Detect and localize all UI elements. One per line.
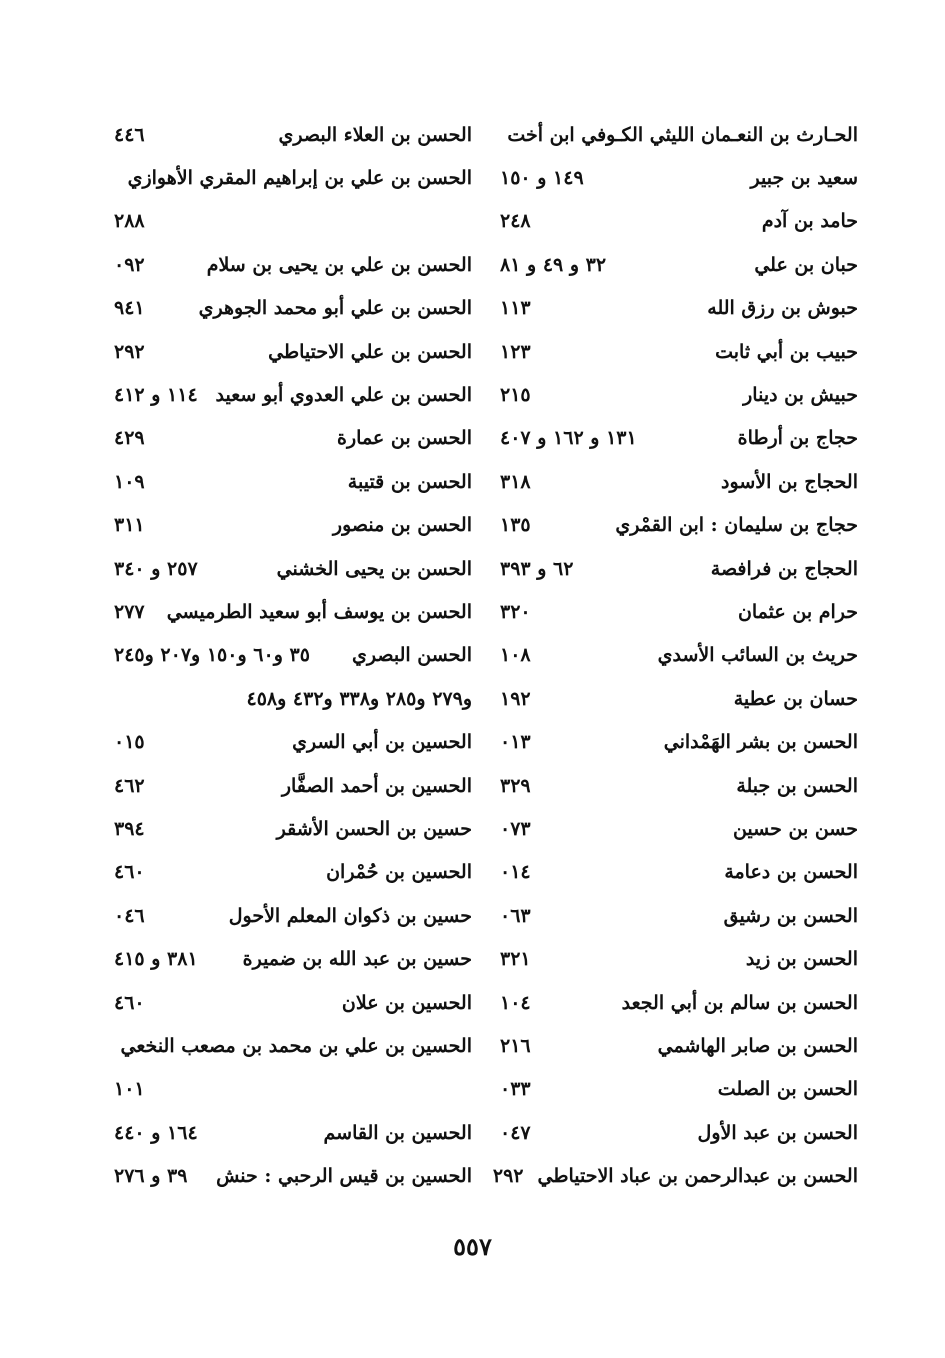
index-entry <box>114 764 472 807</box>
index-entry <box>500 547 858 590</box>
entry-name: حجاج بن سليمان : ابن القمْري <box>615 514 858 537</box>
entry-name: الحسن بن علي الاحتياطي <box>268 340 472 363</box>
entry-pages: ٤٦٢ <box>114 774 145 797</box>
entry-name: حسين بن عبد الله بن ضميرة <box>242 948 472 971</box>
entry-name: الحسن بن رشيق <box>723 904 858 927</box>
entry-pages: ١٠٤ <box>500 991 531 1014</box>
index-entry <box>114 894 472 937</box>
index-entry <box>500 590 858 633</box>
entry-pages: ٢١٥ <box>500 384 531 407</box>
index-entry <box>500 1111 858 1154</box>
entry-pages: ٠٤٧ <box>500 1121 531 1144</box>
entry-name: الحسين بن أبي السري <box>292 731 472 754</box>
entry-pages: ٤٤٦ <box>114 123 145 146</box>
entry-name: الحسن بن يحيى الخشني <box>276 557 472 580</box>
entry-name: الحـارث بن النعـمان الليثي الكـوفي ابن أخت <box>507 123 858 146</box>
index-entry <box>500 937 858 980</box>
entry-name: الحسن بن علي أبو محمد الجوهري <box>198 297 472 320</box>
index-entry <box>114 417 472 460</box>
entry-pages: ٠١٤ <box>500 861 531 884</box>
index-entry <box>500 504 858 547</box>
index-entry <box>500 243 858 286</box>
entry-name: حبيش بن دينار <box>743 384 858 407</box>
index-entry <box>500 634 858 677</box>
index-entry <box>114 720 472 763</box>
entry-name: الحسين بن أحمد الصفَّار <box>281 774 472 797</box>
index-entry <box>500 894 858 937</box>
entry-name: و٢٧٩ و٢٨٥ و٣٣٨ و٤٣٢ و٤٥٨ <box>246 687 472 710</box>
entry-pages: ٠٣٣ <box>500 1078 531 1101</box>
entry-name: الحسن بن دعامة <box>724 861 858 884</box>
entry-name: الحسن بن منصور <box>332 514 472 537</box>
entry-pages: ١٢٣ <box>500 340 531 363</box>
index-entry <box>500 156 858 199</box>
entry-pages: ٣٢ و ٤٩ و ٨١ <box>500 253 607 276</box>
index-entry <box>500 764 858 807</box>
entry-name: حامد بن آدم <box>761 210 858 233</box>
index-entry <box>114 590 472 633</box>
entry-name: الحجاج بن الأسود <box>721 470 858 493</box>
index-entry <box>114 113 472 156</box>
entry-name: الحسن بن علي بن إبراهيم المقري الأهوازي <box>127 167 472 190</box>
entry-pages: ٢٩٢ <box>114 340 145 363</box>
entry-name: الحسن بن علي بن يحيى بن سلام <box>206 253 472 276</box>
index-entry <box>114 677 472 720</box>
entry-name: حسين بن الحسن الأشقر <box>276 817 472 840</box>
entry-pages: ٣٥ و٦٠ و١٥٠ و٢٠٧ و٢٤٥ <box>114 644 310 667</box>
index-entry <box>500 373 858 416</box>
index-entry <box>500 200 858 243</box>
index-entry <box>500 460 858 503</box>
index-entry <box>114 547 472 590</box>
entry-pages: ١١٣ <box>500 297 531 320</box>
entry-pages: ٣٢٠ <box>500 600 531 623</box>
entry-pages: ٠٩٢ <box>114 253 145 276</box>
entry-name: الحسين بن حُمْران <box>326 861 472 884</box>
entry-name: الحسن بن الصلت <box>717 1078 858 1101</box>
entry-pages: ١١٤ و ٤١٢ <box>114 384 198 407</box>
entry-pages: ١٩٢ <box>500 687 531 710</box>
entry-pages: ٩٤١ <box>114 297 145 320</box>
entry-pages: ٦٢ و ٣٩٣ <box>500 557 574 580</box>
index-entry <box>500 330 858 373</box>
index-entry <box>500 417 858 460</box>
entry-name: حجاج بن أرطاة <box>737 427 858 450</box>
entry-name: حسين بن ذكوان المعلم الأحول <box>228 904 472 927</box>
entry-pages: ٢٨٨ <box>114 210 145 233</box>
entry-name: حبيب بن أبي ثابت <box>715 340 858 363</box>
entry-pages: ٣٩٤ <box>114 817 145 840</box>
index-entry <box>114 460 472 503</box>
index-entry <box>500 677 858 720</box>
index-entry <box>114 634 472 677</box>
entry-pages: ٤٦٠ <box>114 861 145 884</box>
entry-pages: ١٠٨ <box>500 644 531 667</box>
entry-pages: ٠١٣ <box>500 731 531 754</box>
index-entry <box>114 1068 472 1111</box>
entry-name: الحسن بن زيد <box>745 948 858 971</box>
index-entry <box>114 807 472 850</box>
entry-name: الحسن بن جبلة <box>736 774 858 797</box>
entry-name: حرام بن عثمان <box>737 600 858 623</box>
entry-pages: ٣١١ <box>114 514 145 537</box>
entry-pages: ٣٢٩ <box>500 774 531 797</box>
index-entry <box>500 807 858 850</box>
entry-pages: ٣١٨ <box>500 470 531 493</box>
entry-name: حريث بن السائب الأسدي <box>657 644 858 667</box>
entry-pages: ١٣١ و ١٦٢ و ٤٠٧ <box>500 427 637 450</box>
entry-pages: ٣٨١ و ٤١٥ <box>114 948 198 971</box>
entry-name: حسن بن حسين <box>732 817 858 840</box>
entry-pages: ٢١٦ <box>500 1034 531 1057</box>
entry-name: الحسن بن عمارة <box>337 427 472 450</box>
index-entry <box>114 156 472 199</box>
entry-name: الحسن بن يوسف أبو سعيد الطرميسي <box>166 600 472 623</box>
index-entry <box>114 851 472 894</box>
entry-name: الحسن بن بشر الهَمْداني <box>663 731 858 754</box>
entry-pages: ٢٩٢ <box>492 1165 524 1188</box>
entry-name: الحسن البصري <box>352 644 472 667</box>
entry-pages: ١٣٥ <box>500 514 531 537</box>
entry-name: الحجاج بن فرافصة <box>710 557 858 580</box>
entry-name: حبوش بن رزق الله <box>707 297 858 320</box>
entry-name: الحسن بن سالم بن أبي الجعد <box>621 991 858 1014</box>
index-column-right <box>492 113 858 1198</box>
index-entry <box>114 330 472 373</box>
index-entry <box>500 113 858 156</box>
entry-pages: ٤٦٠ <box>114 991 145 1014</box>
index-entry <box>114 1024 472 1067</box>
entry-pages: ٤٢٩ <box>114 427 145 450</box>
page-number: ٥٥٧ <box>453 1232 492 1261</box>
entry-name: الحسن بن عبدالرحمن بن عباد الاحتياطي <box>537 1165 858 1188</box>
entry-name: الحسن بن صابر الهاشمي <box>657 1034 858 1057</box>
entry-pages: ٠٧٣ <box>500 817 531 840</box>
index-column-left <box>114 113 472 1198</box>
entry-pages: ٠١٥ <box>114 731 145 754</box>
index-entry <box>500 287 858 330</box>
index-entry <box>114 243 472 286</box>
index-entry <box>114 1154 472 1197</box>
index-entry <box>500 851 858 894</box>
entry-name: الحسين بن علي بن محمد بن مصعب النخعي <box>120 1034 472 1057</box>
index-entry <box>500 981 858 1024</box>
entry-name: حسان بن عطية <box>733 687 858 710</box>
index-entry <box>114 981 472 1024</box>
entry-name: حبان بن علي <box>754 253 858 276</box>
entry-name: سعيد بن جبير <box>750 167 858 190</box>
index-entry <box>114 1111 472 1154</box>
index-entry <box>114 504 472 547</box>
entry-name: الحسن بن عبد الأول <box>697 1121 858 1144</box>
entry-pages: ٣٢١ <box>500 948 531 971</box>
index-entry <box>492 1154 858 1197</box>
entry-pages: ٠٦٣ <box>500 904 531 927</box>
index-entry <box>114 373 472 416</box>
index-entry <box>114 200 472 243</box>
entry-name: الحسن بن علي العدوي أبو سعيد <box>215 384 472 407</box>
entry-pages: ١٠٩ <box>114 470 145 493</box>
entry-name: الحسين بن علان <box>341 991 472 1014</box>
entry-pages: ١٠١ <box>114 1078 145 1101</box>
entry-name: الحسن بن العلاء البصري <box>278 123 472 146</box>
index-entry <box>114 287 472 330</box>
entry-pages: ١٦٤ و ٤٤٠ <box>114 1121 198 1144</box>
entry-pages: ٢٥٧ و ٣٤٠ <box>114 557 198 580</box>
entry-pages: ٢٧٧ <box>114 600 145 623</box>
entry-name: الحسين بن قيس الرحبي : حنش <box>216 1165 472 1188</box>
entry-pages: ٠٤٦ <box>114 904 145 927</box>
index-entry <box>500 1024 858 1067</box>
index-entry <box>500 720 858 763</box>
entry-pages: ٣٩ و ٢٧٦ <box>114 1165 188 1188</box>
index-entry <box>114 937 472 980</box>
index-entry <box>500 1068 858 1111</box>
entry-pages: ٢٤٨ <box>500 210 531 233</box>
entry-name: الحسين بن القاسم <box>323 1121 472 1144</box>
entry-pages: ١٤٩ و ١٥٠ <box>500 167 584 190</box>
entry-name: الحسن بن قتيبة <box>347 470 472 493</box>
